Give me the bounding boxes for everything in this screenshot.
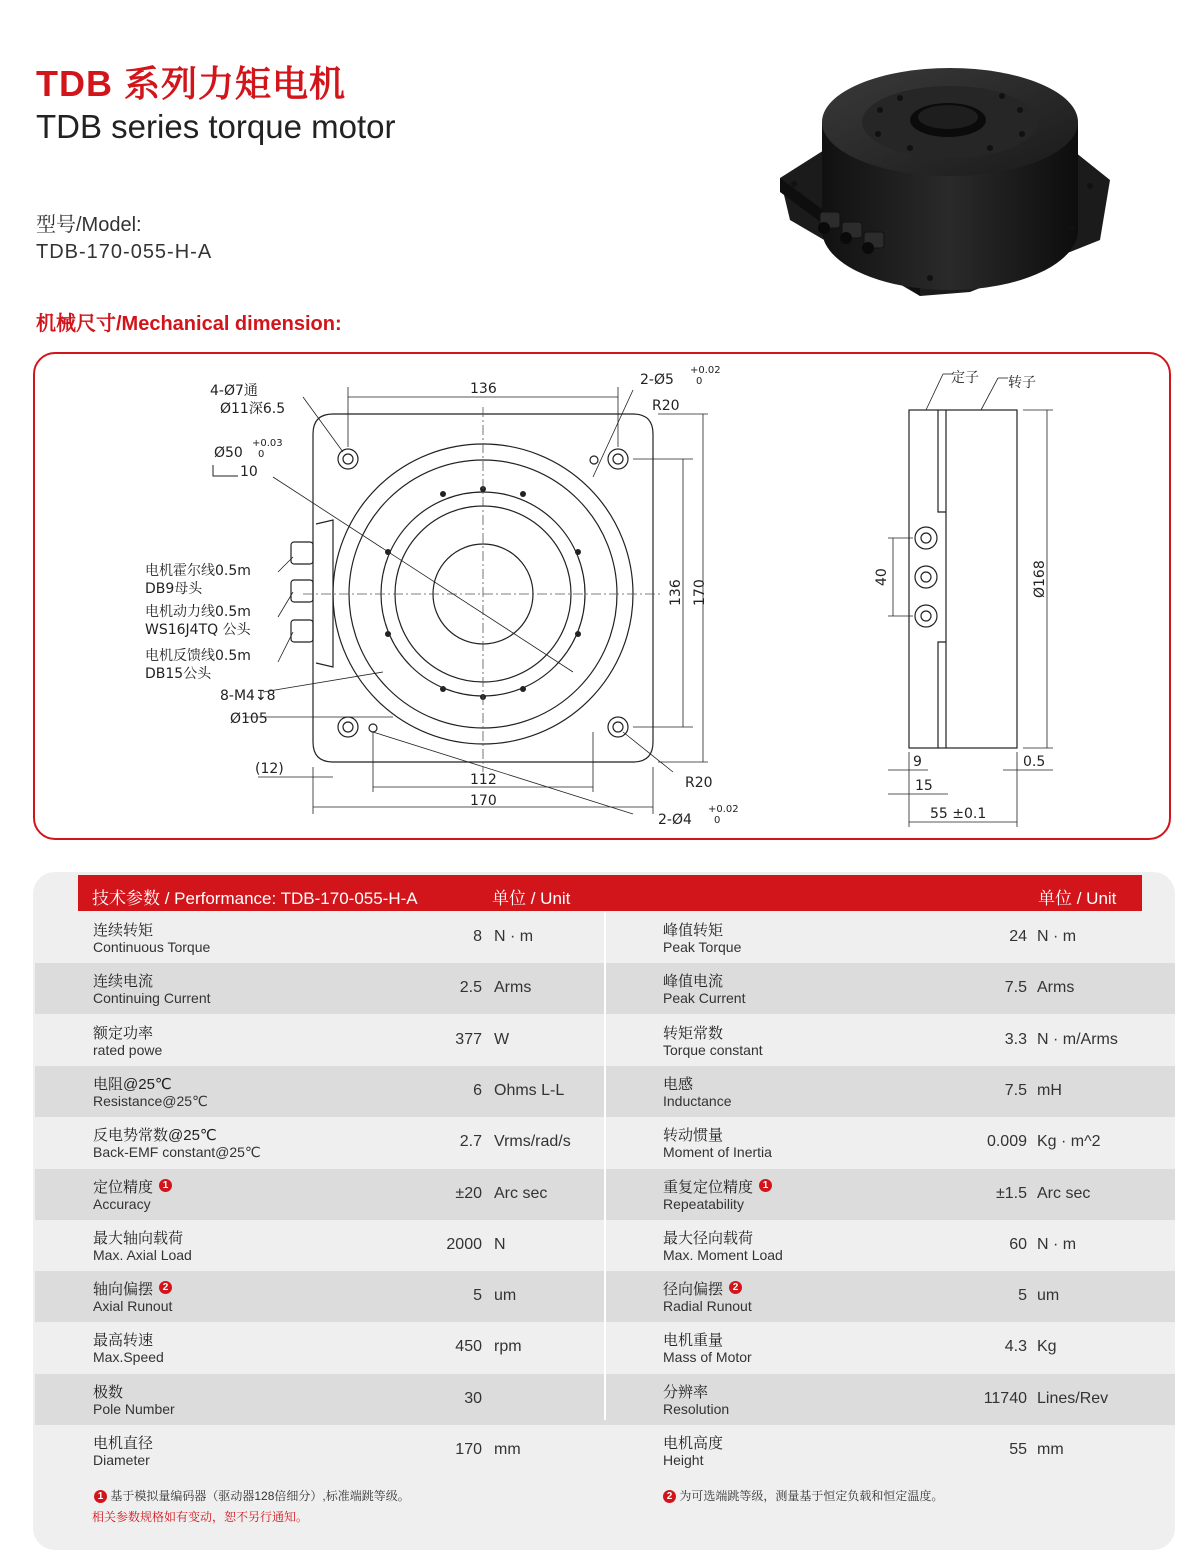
bore-diameter: Ø50 xyxy=(214,445,243,461)
table-header-title: 技术参数 / Performance: TDB-170-055-H-A xyxy=(92,889,418,908)
dim-168: Ø168 xyxy=(1032,560,1048,598)
param-value: 450 xyxy=(455,1338,482,1356)
param-name-en: Moment of Inertia xyxy=(663,1144,772,1161)
param-name-en: Pole Number xyxy=(93,1400,175,1417)
param-value: 4.3 xyxy=(1004,1338,1027,1356)
param-name-en: Height xyxy=(663,1452,704,1468)
table-header-unit-right: 单位 / Unit xyxy=(1038,889,1117,908)
param-value: 3.3 xyxy=(1004,1030,1027,1048)
param-name-en: Peak Current xyxy=(663,990,746,1007)
param-name-en: Peak Torque xyxy=(663,939,742,955)
bore-tol-plus: +0.03 xyxy=(252,438,283,449)
param-unit: N · m xyxy=(1037,1235,1077,1253)
table-header xyxy=(78,875,1142,911)
param-name-cn: 峰值电流 xyxy=(663,973,724,991)
hall-cable-label: 电机霍尔线0.5m xyxy=(145,563,251,579)
bore-depth: 10 xyxy=(240,464,258,480)
power-cable-connector: WS16J4TQ 公头 xyxy=(145,622,251,638)
param-name-en: Diameter xyxy=(93,1452,150,1468)
param-name-en: rated powe xyxy=(93,1041,163,1058)
pin-tol-zero: 0 xyxy=(696,376,703,387)
mechanical-drawing xyxy=(33,352,1171,840)
pin-hole-spec-2: 2-Ø4 xyxy=(658,812,692,828)
param-unit: rpm xyxy=(494,1338,522,1356)
param-name-cn: 额定功率 xyxy=(93,1024,154,1042)
param-value: 7.5 xyxy=(1004,979,1027,997)
param-name-en: Continuous Torque xyxy=(93,939,211,955)
note-disclaimer: 相关参数规格如有变动，恕不另行通知。 xyxy=(92,1510,309,1524)
page-title-cn: TDB 系列力矩电机 xyxy=(36,63,346,104)
param-value: ±1.5 xyxy=(995,1184,1027,1202)
param-name-en: Resistance@25℃ xyxy=(93,1092,208,1109)
param-name-en: Inductance xyxy=(663,1092,732,1109)
dim-0-5: 0.5 xyxy=(1023,754,1046,770)
param-unit: Vrms/rad/s xyxy=(494,1133,571,1151)
param-unit: Arc sec xyxy=(1037,1184,1091,1202)
param-value: 11740 xyxy=(983,1389,1027,1407)
param-value: 24 xyxy=(1009,928,1027,945)
note-1-text: 基于模拟量编码器（驱动器128倍细分）,标准端跳等级。 xyxy=(110,1489,410,1503)
param-name-cn: 电机直径 xyxy=(93,1435,154,1452)
param-name-cn: 峰值转矩 xyxy=(663,922,724,939)
param-value: 377 xyxy=(455,1030,482,1048)
param-unit: Arc sec xyxy=(494,1184,548,1202)
dim-15: 15 xyxy=(915,778,933,794)
dim-112: 112 xyxy=(470,772,497,788)
stator-label: 定子 xyxy=(951,370,979,386)
param-name-en: Back-EMF constant@25℃ xyxy=(93,1144,261,1161)
param-unit: Arms xyxy=(494,979,532,997)
param-name-en: Repeatability xyxy=(663,1195,744,1212)
param-name-cn: 轴向偏摆 xyxy=(93,1281,154,1299)
param-unit: N · m xyxy=(494,928,534,945)
param-unit: Ohms L-L xyxy=(494,1081,565,1099)
param-name-cn: 电机重量 xyxy=(663,1332,724,1350)
r20-bottom: R20 xyxy=(685,775,713,791)
param-unit: Arms xyxy=(1037,979,1075,997)
pin2-tol-zero: 0 xyxy=(714,815,721,826)
param-value: 2.7 xyxy=(459,1133,482,1151)
hole-spec-2: Ø11深6.5 xyxy=(220,401,286,417)
param-value: 8 xyxy=(473,928,482,945)
dim-12: (12) xyxy=(255,761,284,777)
param-name-en: Max. Moment Load xyxy=(663,1246,783,1263)
pcd-105: Ø105 xyxy=(230,711,268,727)
product-image xyxy=(770,60,1130,310)
param-name-en: Accuracy xyxy=(93,1195,151,1212)
note-ref-badge: 1 xyxy=(159,1179,172,1192)
param-name-cn: 转动惯量 xyxy=(663,1127,724,1145)
r20-top: R20 xyxy=(652,398,680,414)
note-1-badge: 1 xyxy=(94,1490,107,1503)
param-name-en: Max.Speed xyxy=(93,1349,164,1366)
param-name-cn: 反电势常数@25℃ xyxy=(93,1127,217,1145)
param-value: 170 xyxy=(455,1441,482,1458)
param-value: 0.009 xyxy=(986,1133,1027,1151)
note-ref-badge: 2 xyxy=(159,1281,172,1294)
param-name-en: Axial Runout xyxy=(93,1298,173,1315)
param-value: 7.5 xyxy=(1004,1081,1027,1099)
note-1 xyxy=(92,1487,410,1504)
feedback-cable-connector: DB15公头 xyxy=(145,666,212,682)
table-divider xyxy=(604,912,606,1420)
page-title-en: TDB series torque motor xyxy=(36,108,396,145)
dim-55: 55 ±0.1 xyxy=(930,806,987,822)
param-name-cn: 分辨率 xyxy=(663,1383,709,1401)
note-ref-badge: 1 xyxy=(759,1179,772,1192)
dim-136-side: 136 xyxy=(668,579,684,606)
dim-170-bottom: 170 xyxy=(470,793,497,809)
param-unit: Kg xyxy=(1037,1338,1057,1356)
param-name-cn: 最大径向载荷 xyxy=(663,1229,754,1247)
hole-spec-1: 4-Ø7通 xyxy=(210,383,258,399)
param-unit: N · m/Arms xyxy=(1037,1030,1118,1048)
param-name-cn: 极数 xyxy=(93,1383,124,1401)
param-name-cn: 最高转速 xyxy=(93,1332,154,1350)
param-unit: mm xyxy=(494,1441,521,1458)
param-name-cn: 电阻@25℃ xyxy=(93,1075,172,1093)
param-name-en: Mass of Motor xyxy=(663,1349,752,1366)
param-unit: um xyxy=(1037,1287,1060,1305)
param-value: 55 xyxy=(1009,1441,1027,1458)
param-name-cn: 电机高度 xyxy=(663,1435,724,1452)
param-unit: Lines/Rev xyxy=(1037,1389,1109,1407)
dim-136-top: 136 xyxy=(470,381,497,397)
table-header-unit-left: 单位 / Unit xyxy=(492,889,571,908)
note-2-text: 为可选端跳等级，测量基于恒定负载和恒定温度。 xyxy=(679,1489,944,1503)
rotor-label: 转子 xyxy=(1008,375,1036,391)
mechanical-heading: 机械尺寸/Mechanical dimension: xyxy=(36,313,342,335)
param-unit: um xyxy=(494,1287,517,1305)
param-name-cn: 连续转矩 xyxy=(93,922,154,939)
param-value: 60 xyxy=(1009,1235,1027,1253)
param-value: 5 xyxy=(473,1287,482,1305)
feedback-cable-label: 电机反馈线0.5m xyxy=(145,648,251,664)
param-unit: N · m xyxy=(1037,928,1077,945)
bore-tol-zero: 0 xyxy=(258,449,265,460)
param-value: 30 xyxy=(464,1389,482,1407)
note-2-badge: 2 xyxy=(663,1490,676,1503)
param-value: 2.5 xyxy=(459,979,482,997)
param-name-en: Max. Axial Load xyxy=(93,1246,192,1263)
dim-170-side: 170 xyxy=(692,579,708,606)
param-name-en: Continuing Current xyxy=(93,990,211,1007)
note-ref-badge: 2 xyxy=(729,1281,742,1294)
note-2 xyxy=(661,1487,943,1504)
param-name-cn: 最大轴向载荷 xyxy=(93,1229,184,1247)
param-name-cn: 重复定位精度 xyxy=(663,1178,754,1196)
param-value: 5 xyxy=(1018,1287,1027,1305)
pin-tol-plus: +0.02 xyxy=(690,365,721,376)
param-name-cn: 定位精度 xyxy=(93,1178,154,1196)
param-name-en: Radial Runout xyxy=(663,1298,752,1315)
param-name-cn: 转矩常数 xyxy=(663,1024,724,1042)
param-unit: W xyxy=(494,1030,510,1048)
param-name-en: Torque constant xyxy=(663,1041,763,1058)
param-unit: mH xyxy=(1037,1081,1062,1099)
table-row xyxy=(35,1425,1175,1476)
thread-spec: 8-M4↧8 xyxy=(220,688,276,704)
param-name-en: Resolution xyxy=(663,1400,730,1417)
param-name-cn: 电感 xyxy=(663,1075,694,1093)
model-label: 型号/Model: xyxy=(36,214,142,236)
param-unit: mm xyxy=(1037,1441,1064,1458)
pin2-tol-plus: +0.02 xyxy=(708,804,739,815)
pin-hole-spec: 2-Ø5 xyxy=(640,372,674,388)
param-value: ±20 xyxy=(455,1184,482,1202)
param-value: 6 xyxy=(473,1081,482,1099)
param-value: 2000 xyxy=(446,1235,482,1253)
hall-cable-connector: DB9母头 xyxy=(145,581,203,597)
power-cable-label: 电机动力线0.5m xyxy=(145,604,251,620)
param-name-cn: 连续电流 xyxy=(93,973,154,991)
model-value: TDB-170-055-H-A xyxy=(36,241,213,263)
param-name-cn: 径向偏摆 xyxy=(663,1281,724,1299)
dim-40: 40 xyxy=(874,568,890,586)
dim-9: 9 xyxy=(913,754,922,770)
param-unit: N xyxy=(494,1235,506,1253)
param-unit: Kg · m^2 xyxy=(1037,1133,1101,1151)
